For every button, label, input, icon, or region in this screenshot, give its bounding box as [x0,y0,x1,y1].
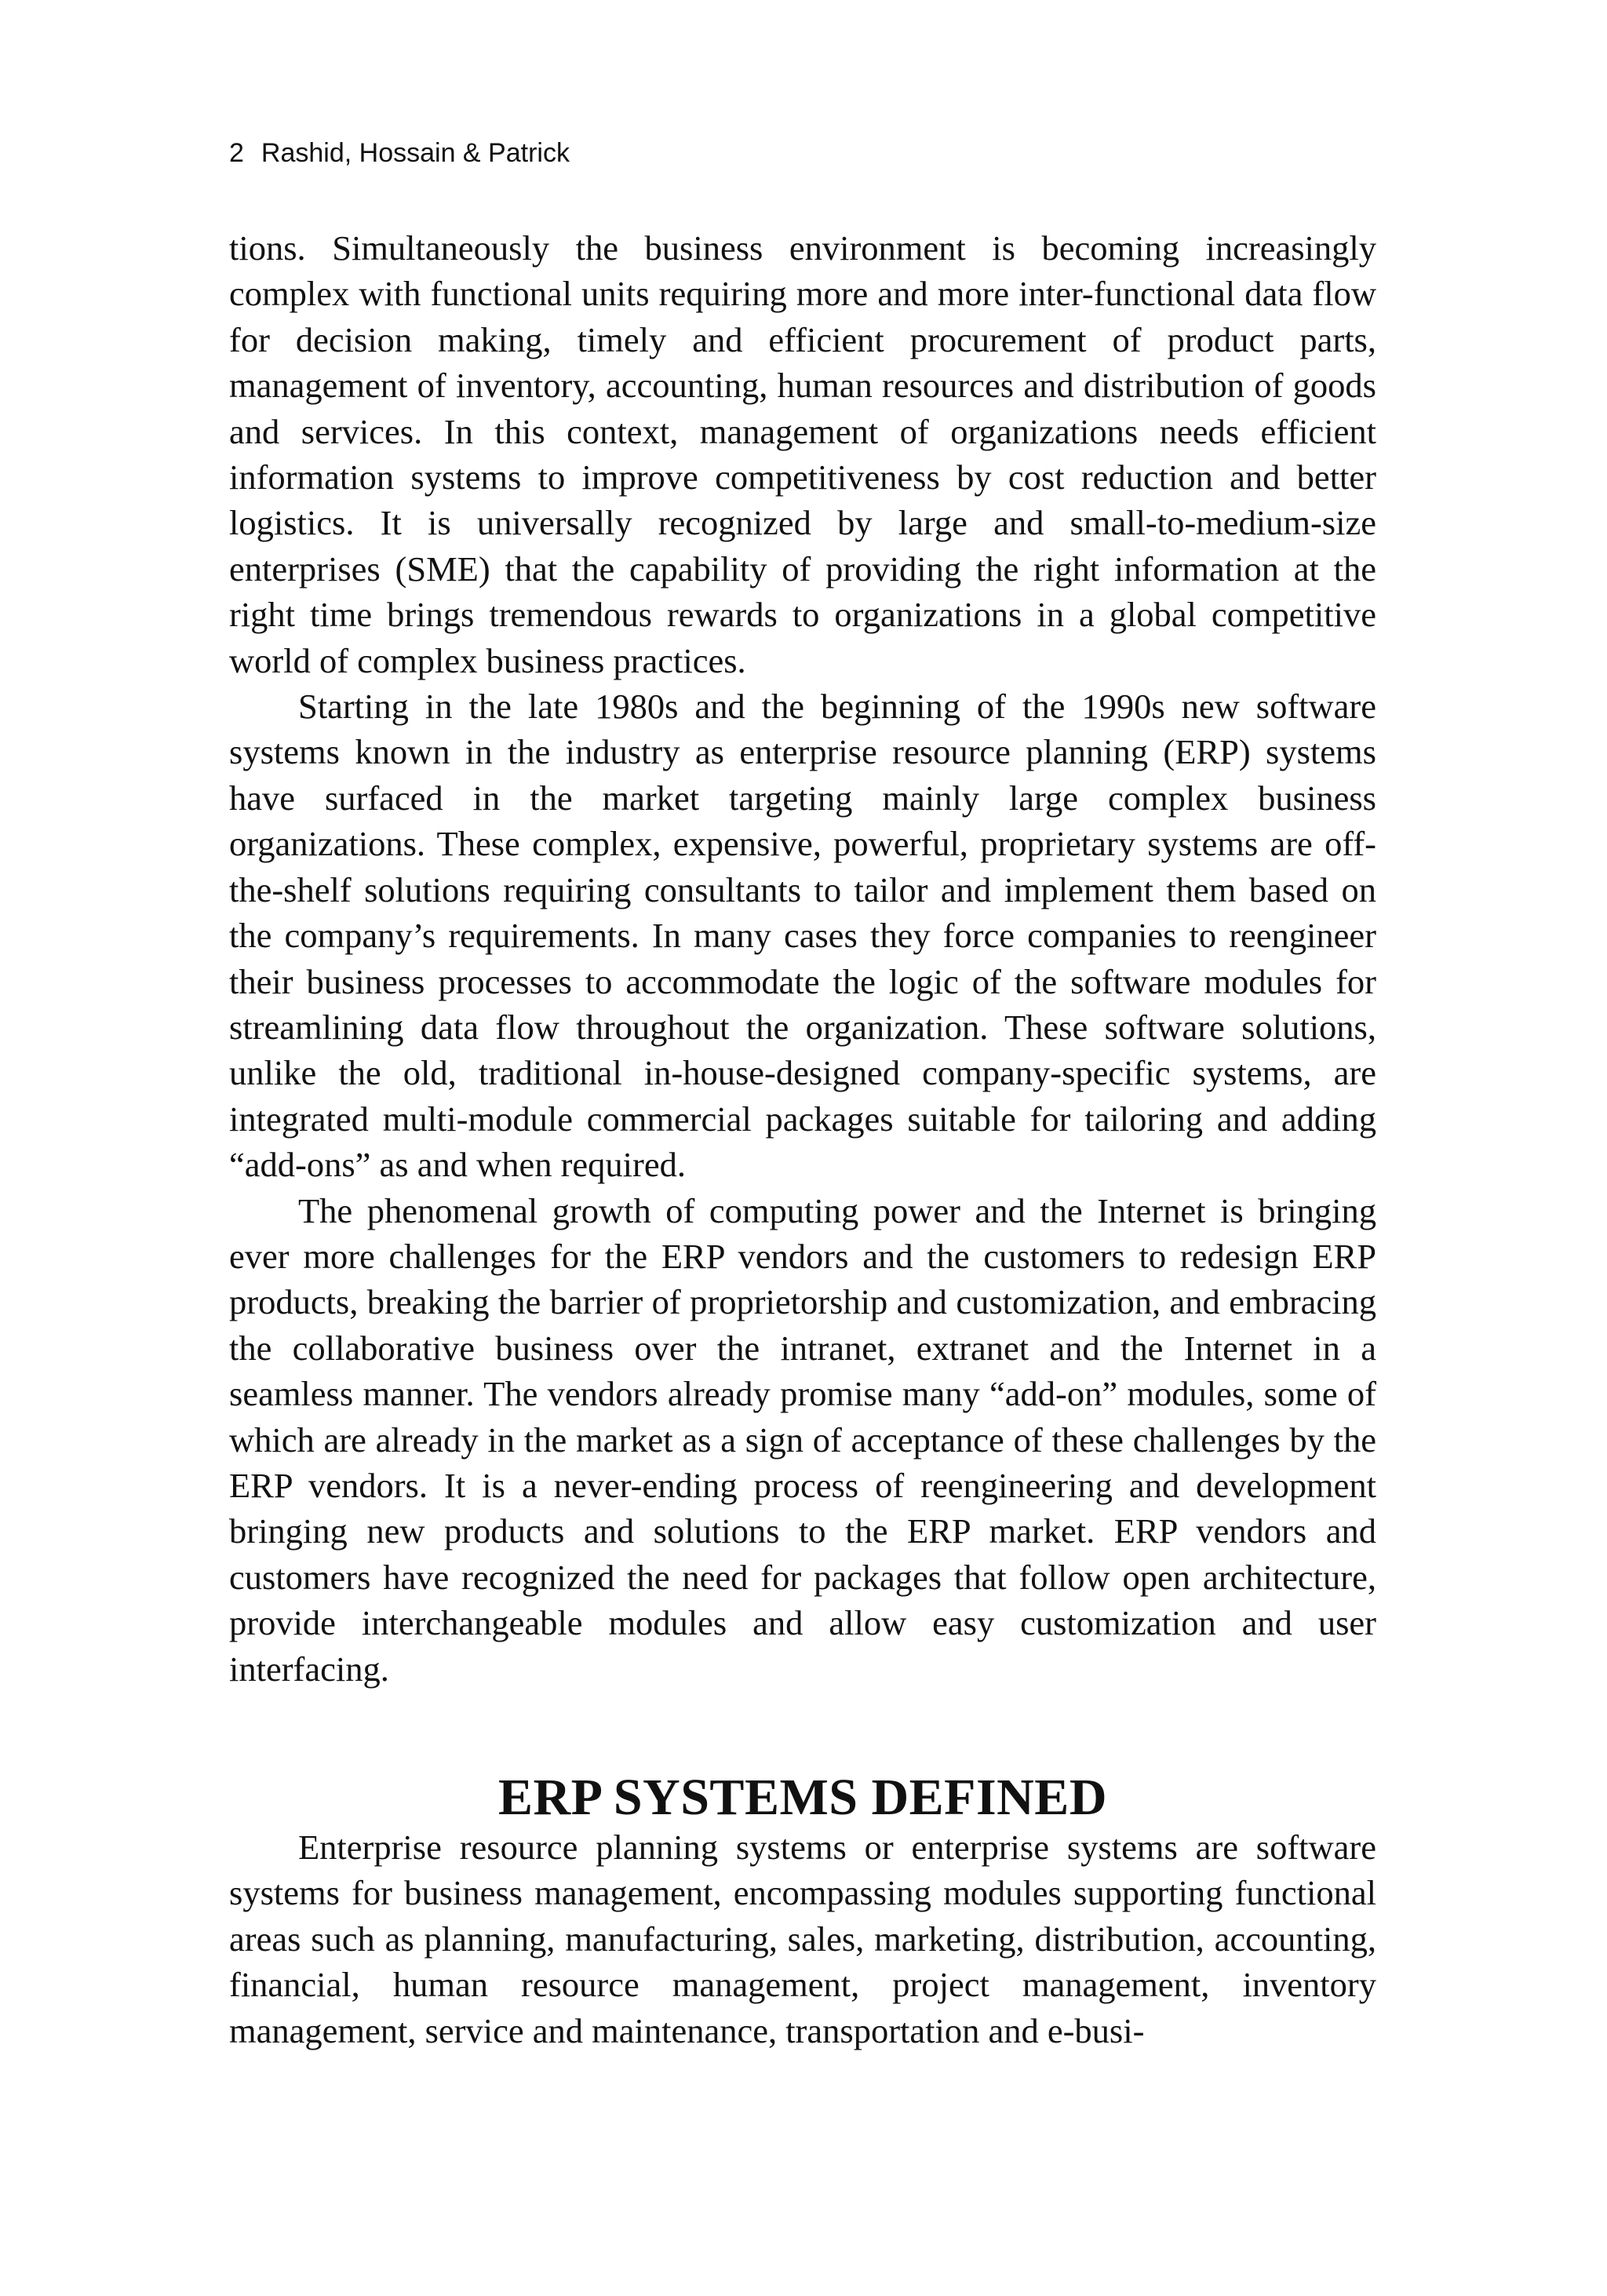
running-head [229,137,570,169]
body-text [229,225,1376,2054]
paragraph-erp-origins: Starting in the late 1980s and the beginning of the 1990s new software systems known in the industry as enterprise resource planning (ERP) systems have surfaced in the market targeting mainly large complex business organizations. These complex, expensive, powerful, proprietary systems are off-the-shelf solutions requiring consultants to tailor and implement them based on the company’s requirements. In many cases they force companies to reengineer their business processes to accommodate the logic of the software modules for streamlining data flow throughout the organization. These software solutions, unlike the old, traditional in-house-designed company-specific systems, are integrated multi-module commercial packages suitable for tailoring and adding “add-ons” as and when required. [229,687,1376,1185]
page-number: 2 [229,138,244,168]
running-head-authors: Rashid, Hossain & Patrick [261,138,570,168]
paragraph-erp-definition: Enterprise resource planning systems or enterprise systems are software systems for business management, encompassing modules supporting functional areas such as planning, manufacturing, sales, marketing, distribution, accounting, financial, human resource management, project management, inventory management, service and maintenance, transportation and e-busi- [229,1828,1376,2050]
paragraph-erp-challenges: The phenomenal growth of computing power and the Internet is bringing ever more challenges for the ERP vendors and the customers to redesign ERP products, breaking the barrier of proprietorship and customization, and embracing the collaborative business over the intranet, extranet and the Internet in a seamless manner. The vendors already promise many “add-on” modules, some of which are already in the market as a sign of acceptance of these challenges by the ERP vendors. It is a never-ending process of reengineering and development bringing new products and solutions to the ERP market. ERP vendors and customers have recognized the need for packages that follow open architecture, provide interchangeable modules and allow easy customization and user interfacing. [229,1190,1376,1689]
section-heading: ERP SYSTEMS DEFINED [497,1769,1107,1826]
book-page [229,0,1376,2296]
paragraph-continued: tions. Simultaneously the business environment is becoming increasingly complex with functional units requiring more and more inter-functional data flow for decision making, timely and efficient procurement of product parts, management of inventory, accounting, human resources and distribution of goods and services. In this context, management of organizations needs efficient information systems to improve competitiveness by cost reduction and better logistics. It is universally recognized by large and small-to-medium-size enterprises (SME) that the capability of providing the right information at the right time brings tremendous rewards to organizations in a global competitive world of complex business practices. [229,228,1376,680]
